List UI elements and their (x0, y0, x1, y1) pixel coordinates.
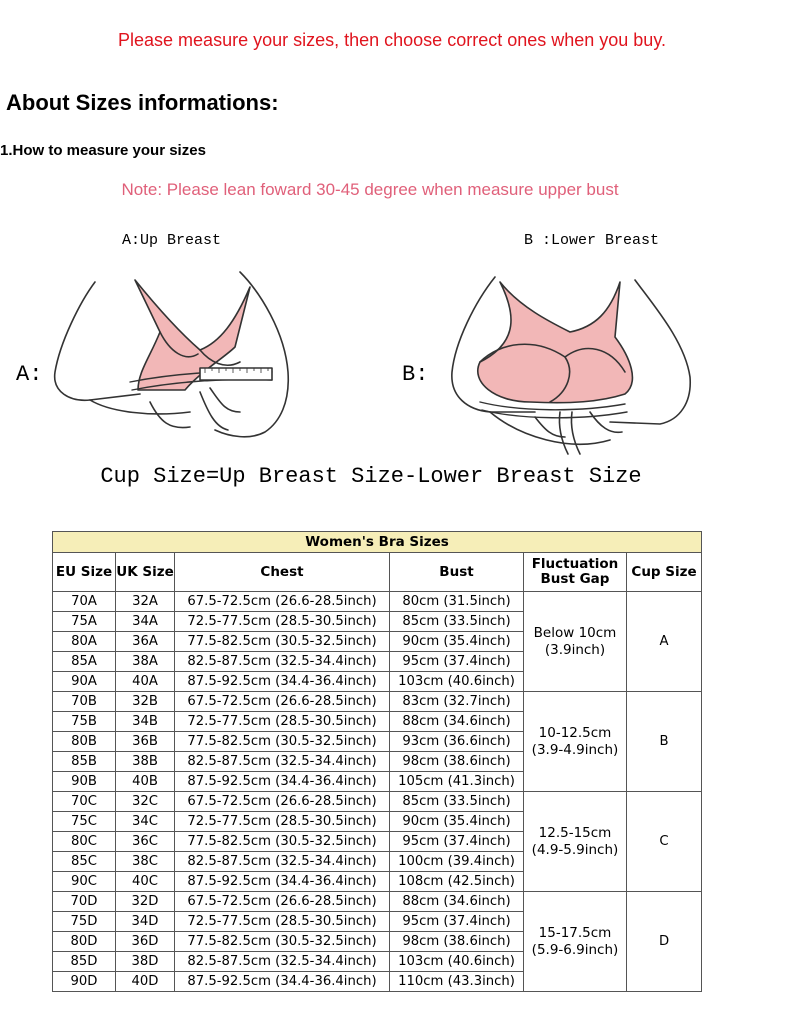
cell-bust: 83cm (32.7inch) (390, 692, 524, 712)
header-uk-size: UK Size (116, 553, 175, 592)
header-fluctuation-gap: Fluctuation Bust Gap (524, 553, 627, 592)
cell-uk-size: 36C (116, 832, 175, 852)
cell-uk-size: 38D (116, 952, 175, 972)
bra-size-table (52, 531, 702, 992)
cell-uk-size: 34B (116, 712, 175, 732)
cell-eu-size: 80D (53, 932, 116, 952)
cell-bust: 95cm (37.4inch) (390, 912, 524, 932)
cell-cup-size: C (627, 792, 702, 892)
cell-bust: 93cm (36.6inch) (390, 732, 524, 752)
cell-uk-size: 38B (116, 752, 175, 772)
cell-bust: 98cm (38.6inch) (390, 932, 524, 952)
cell-cup-size: A (627, 592, 702, 692)
cell-eu-size: 80B (53, 732, 116, 752)
cell-chest: 67.5-72.5cm (26.6-28.5inch) (175, 592, 390, 612)
cell-bust: 80cm (31.5inch) (390, 592, 524, 612)
cell-eu-size: 90D (53, 972, 116, 992)
cell-chest: 67.5-72.5cm (26.6-28.5inch) (175, 692, 390, 712)
cell-chest: 72.5-77.5cm (28.5-30.5inch) (175, 612, 390, 632)
cell-chest: 67.5-72.5cm (26.6-28.5inch) (175, 892, 390, 912)
cell-eu-size: 85A (53, 652, 116, 672)
header-eu-size: EU Size (53, 553, 116, 592)
lower-breast-illustration (440, 262, 700, 462)
cell-eu-size: 90C (53, 872, 116, 892)
cell-eu-size: 75C (53, 812, 116, 832)
cell-fluctuation-gap: 10-12.5cm (3.9-4.9inch) (524, 692, 627, 792)
cell-chest: 77.5-82.5cm (30.5-32.5inch) (175, 732, 390, 752)
cell-chest: 72.5-77.5cm (28.5-30.5inch) (175, 712, 390, 732)
cell-bust: 110cm (43.3inch) (390, 972, 524, 992)
cell-uk-size: 36B (116, 732, 175, 752)
up-breast-illustration (50, 262, 300, 462)
cell-chest: 77.5-82.5cm (30.5-32.5inch) (175, 632, 390, 652)
cell-chest: 72.5-77.5cm (28.5-30.5inch) (175, 912, 390, 932)
cell-eu-size: 75A (53, 612, 116, 632)
header-chest: Chest (175, 553, 390, 592)
cell-uk-size: 32C (116, 792, 175, 812)
cell-chest: 77.5-82.5cm (30.5-32.5inch) (175, 832, 390, 852)
cell-eu-size: 70A (53, 592, 116, 612)
cell-eu-size: 75D (53, 912, 116, 932)
header-cup-size: Cup Size (627, 553, 702, 592)
table-row (53, 892, 702, 912)
cell-bust: 90cm (35.4inch) (390, 632, 524, 652)
cell-chest: 82.5-87.5cm (32.5-34.4inch) (175, 752, 390, 772)
cell-uk-size: 38A (116, 652, 175, 672)
cell-bust: 95cm (37.4inch) (390, 652, 524, 672)
cell-eu-size: 90A (53, 672, 116, 692)
cell-uk-size: 40D (116, 972, 175, 992)
cell-chest: 87.5-92.5cm (34.4-36.4inch) (175, 772, 390, 792)
cell-bust: 103cm (40.6inch) (390, 952, 524, 972)
cell-uk-size: 32A (116, 592, 175, 612)
cell-chest: 87.5-92.5cm (34.4-36.4inch) (175, 872, 390, 892)
cell-fluctuation-gap: 15-17.5cm (5.9-6.9inch) (524, 892, 627, 992)
cell-cup-size: D (627, 892, 702, 992)
cell-uk-size: 34D (116, 912, 175, 932)
cell-bust: 103cm (40.6inch) (390, 672, 524, 692)
cell-bust: 98cm (38.6inch) (390, 752, 524, 772)
cell-chest: 87.5-92.5cm (34.4-36.4inch) (175, 672, 390, 692)
cell-bust: 108cm (42.5inch) (390, 872, 524, 892)
cell-uk-size: 32B (116, 692, 175, 712)
cell-bust: 88cm (34.6inch) (390, 892, 524, 912)
cell-eu-size: 85B (53, 752, 116, 772)
label-a: A: (16, 362, 43, 387)
table-row (53, 792, 702, 812)
buy-notice: Please measure your sizes, then choose correct ones when you buy. (118, 30, 666, 50)
cell-uk-size: 34A (116, 612, 175, 632)
cell-bust: 95cm (37.4inch) (390, 832, 524, 852)
cell-chest: 87.5-92.5cm (34.4-36.4inch) (175, 972, 390, 992)
cell-bust: 88cm (34.6inch) (390, 712, 524, 732)
cell-eu-size: 85D (53, 952, 116, 972)
cell-uk-size: 34C (116, 812, 175, 832)
cell-cup-size: B (627, 692, 702, 792)
cell-uk-size: 38C (116, 852, 175, 872)
cell-eu-size: 90B (53, 772, 116, 792)
cell-uk-size: 36D (116, 932, 175, 952)
table-row (53, 592, 702, 612)
header-bust: Bust (390, 553, 524, 592)
cell-eu-size: 70D (53, 892, 116, 912)
cell-uk-size: 40C (116, 872, 175, 892)
cell-eu-size: 80A (53, 632, 116, 652)
caption-lower-breast: B :Lower Breast (524, 232, 660, 249)
cell-bust: 90cm (35.4inch) (390, 812, 524, 832)
cup-size-formula: Cup Size=Up Breast Size-Lower Breast Size (100, 464, 642, 489)
table-title: Women's Bra Sizes (53, 532, 702, 553)
cell-chest: 72.5-77.5cm (28.5-30.5inch) (175, 812, 390, 832)
lean-note: Note: Please lean foward 30-45 degree when measure upper bust (121, 180, 619, 199)
cell-bust: 85cm (33.5inch) (390, 612, 524, 632)
caption-up-breast: A:Up Breast (122, 232, 222, 249)
cell-eu-size: 70B (53, 692, 116, 712)
subsection-title: 1.How to measure your sizes (0, 142, 206, 159)
cell-uk-size: 40B (116, 772, 175, 792)
cell-bust: 85cm (33.5inch) (390, 792, 524, 812)
cell-bust: 105cm (41.3inch) (390, 772, 524, 792)
cell-bust: 100cm (39.4inch) (390, 852, 524, 872)
cell-eu-size: 85C (53, 852, 116, 872)
table-row (53, 692, 702, 712)
cell-chest: 82.5-87.5cm (32.5-34.4inch) (175, 852, 390, 872)
section-title: About Sizes informations: (6, 90, 279, 115)
cell-eu-size: 80C (53, 832, 116, 852)
cell-eu-size: 70C (53, 792, 116, 812)
cell-chest: 77.5-82.5cm (30.5-32.5inch) (175, 932, 390, 952)
cell-fluctuation-gap: Below 10cm (3.9inch) (524, 592, 627, 692)
cell-uk-size: 32D (116, 892, 175, 912)
cell-chest: 82.5-87.5cm (32.5-34.4inch) (175, 952, 390, 972)
cell-eu-size: 75B (53, 712, 116, 732)
cell-fluctuation-gap: 12.5-15cm (4.9-5.9inch) (524, 792, 627, 892)
cell-chest: 67.5-72.5cm (26.6-28.5inch) (175, 792, 390, 812)
label-b: B: (402, 362, 429, 387)
cell-chest: 82.5-87.5cm (32.5-34.4inch) (175, 652, 390, 672)
cell-uk-size: 36A (116, 632, 175, 652)
cell-uk-size: 40A (116, 672, 175, 692)
